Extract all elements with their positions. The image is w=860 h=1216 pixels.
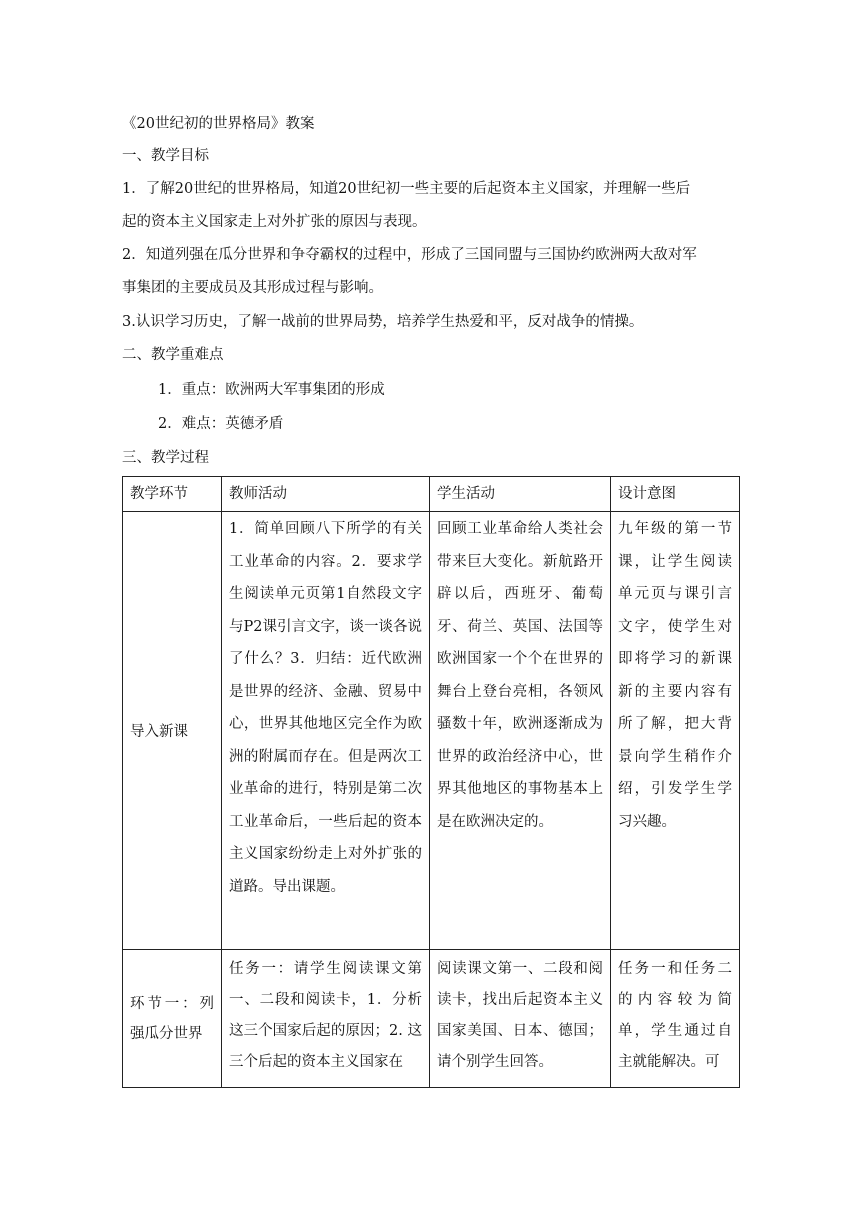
intent-cell xyxy=(611,950,740,1088)
header-student: 学生活动 xyxy=(430,477,611,512)
goal-2-line-1: 2．知道列强在瓜分世界和争夺霸权的过程中，形成了三国同盟与三国协约欧洲两大敌对军 xyxy=(122,247,697,263)
document-title: 《20世纪初的世界格局》教案 xyxy=(122,116,315,132)
teacher-activity-text: 任务一：请学生阅读课文第一、二段和阅读卡，1．分析这三个国家后起的原因；2. 这三个后起的资本主义国家在 xyxy=(229,961,422,1070)
design-intent-text: 九年级的第一节课，让学生阅读单元页与课引言文字，使学生对即将学习的新课新的主要内容有所了解，把大背景向学生稍作介绍，引发学生学习兴趣。 xyxy=(618,521,732,830)
teacher-activity-text: 1．简单回顾八下所学的有关工业革命的内容。2．要求学生阅读单元页第1自然段文字与P2课引言文字，谈一谈各说了什么？3．归结：近代欧洲是世界的经济、金融、贸易中心，世界其他地区完全作为欧洲的附属而存在。但是两次工业革命的进行，特别是第二次工业革命后，一些后起的资本主义国家纷纷走上对外扩张的道路。导出课题。 xyxy=(229,521,422,895)
stage-cell xyxy=(123,950,222,1088)
goal-3: 3.认识学习历史，了解一战前的世界局势，培养学生热爱和平，反对战争的情操。 xyxy=(122,314,644,330)
stage-cell xyxy=(123,512,222,950)
teacher-cell xyxy=(222,950,430,1088)
keypoint-difficulty: 2．难点：英德矛盾 xyxy=(158,416,284,432)
goal-1-line-1: 1．了解20世纪的世界格局，知道20世纪初一些主要的后起资本主义国家，并理解一些后 xyxy=(122,181,691,197)
student-activity-text: 回顾工业革命给人类社会带来巨大变化。新航路开辟以后，西班牙、葡萄牙、荷兰、英国、法国等欧洲国家一个个在世界的舞台上登台亮相，各领风骚数十年，欧洲逐渐成为世界的政治经济中心，世界其他地区的事物基本上是在欧洲决定的。 xyxy=(437,521,603,830)
student-activity-text: 阅读课文第一、二段和阅读卡，找出后起资本主义国家美国、日本、德国；请个别学生回答。 xyxy=(437,961,603,1070)
header-intent: 设计意图 xyxy=(611,477,740,512)
student-cell xyxy=(430,950,611,1088)
intent-cell xyxy=(611,512,740,950)
table-row xyxy=(123,950,740,1088)
stage-text: 导入新课 xyxy=(130,724,188,740)
section-heading-keypoints: 二、教学重难点 xyxy=(122,347,224,363)
student-cell xyxy=(430,512,611,950)
goal-2-line-2: 事集团的主要成员及其形成过程与影响。 xyxy=(122,280,383,296)
stage-text: 环节一：列强瓜分世界 xyxy=(130,995,214,1042)
section-heading-goals: 一、教学目标 xyxy=(122,148,209,164)
header-teacher: 教师活动 xyxy=(222,477,430,512)
section-heading-process: 三、教学过程 xyxy=(122,450,209,466)
goal-1-line-2: 起的资本主义国家走上对外扩张的原因与表现。 xyxy=(122,214,427,230)
table-header-row xyxy=(123,477,740,512)
teacher-cell xyxy=(222,512,430,950)
lesson-process-table xyxy=(122,476,740,1088)
design-intent-text: 任务一和任务二的内容较为简单，学生通过自主就能解决。可 xyxy=(618,961,732,1070)
table-row xyxy=(123,512,740,950)
header-stage: 教学环节 xyxy=(123,477,222,512)
keypoint-focus: 1．重点：欧洲两大军事集团的形成 xyxy=(158,382,385,398)
